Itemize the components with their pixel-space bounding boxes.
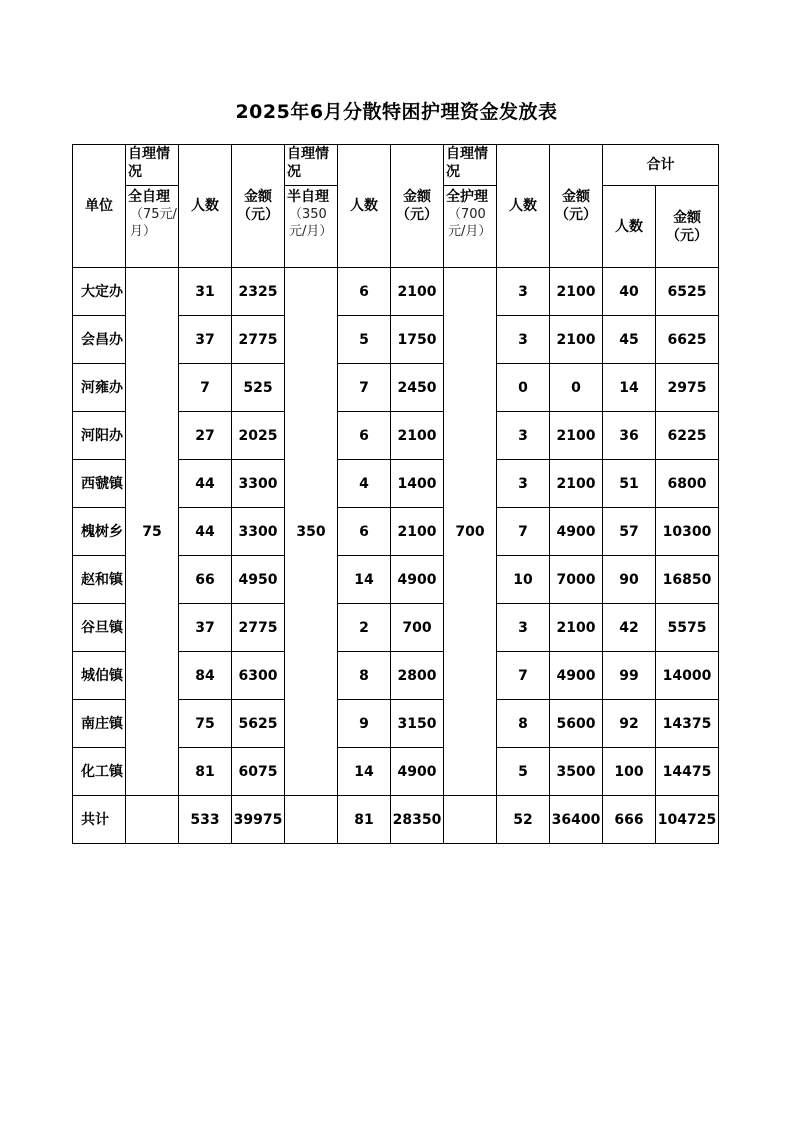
- half-self-amount: 2100: [391, 268, 444, 316]
- unit-name: 谷旦镇: [73, 604, 126, 652]
- table-body: [73, 268, 719, 844]
- sum-amount: 16850: [656, 556, 719, 604]
- total-sum-amount: 104725: [656, 796, 719, 844]
- header-self-care-2: 自理情况: [285, 145, 338, 186]
- full-care-amount: 3500: [550, 748, 603, 796]
- full-self-amount: 6300: [232, 652, 285, 700]
- header-total: 合计: [603, 145, 719, 186]
- half-self-amount: 2450: [391, 364, 444, 412]
- total-row: [73, 796, 719, 844]
- full-self-count: 44: [179, 508, 232, 556]
- full-care-amount: 2100: [550, 460, 603, 508]
- half-self-count: 5: [338, 316, 391, 364]
- full-care-amount: 7000: [550, 556, 603, 604]
- full-self-amount: 525: [232, 364, 285, 412]
- full-self-count: 66: [179, 556, 232, 604]
- header-full-care: [444, 186, 497, 268]
- full-care-count: 3: [497, 460, 550, 508]
- header-count-2: 人数: [338, 145, 391, 268]
- sum-count: 92: [603, 700, 656, 748]
- full-care-amount: 4900: [550, 652, 603, 700]
- header-unit: 单位: [73, 145, 126, 268]
- half-self-amount: 700: [391, 604, 444, 652]
- full-self-amount: 2325: [232, 268, 285, 316]
- half-self-amount: 2800: [391, 652, 444, 700]
- full-care-amount: 5600: [550, 700, 603, 748]
- full-self-count: 44: [179, 460, 232, 508]
- unit-name: 西虢镇: [73, 460, 126, 508]
- half-self-amount: 1750: [391, 316, 444, 364]
- sum-amount: 2975: [656, 364, 719, 412]
- half-self-amount: 4900: [391, 748, 444, 796]
- table-row: [73, 268, 719, 316]
- sum-amount: 14375: [656, 700, 719, 748]
- half-self-count: 4: [338, 460, 391, 508]
- sum-count: 51: [603, 460, 656, 508]
- sum-amount: 6525: [656, 268, 719, 316]
- half-self-amount: 4900: [391, 556, 444, 604]
- total-full-care-count: 52: [497, 796, 550, 844]
- full-care-count: 3: [497, 316, 550, 364]
- total-half-self-count: 81: [338, 796, 391, 844]
- sum-count: 57: [603, 508, 656, 556]
- full-care-count: 5: [497, 748, 550, 796]
- unit-name: 会昌办: [73, 316, 126, 364]
- total-sum-count: 666: [603, 796, 656, 844]
- sum-amount: 6225: [656, 412, 719, 460]
- half-self-rate: 350: [285, 268, 338, 796]
- total-half-self-amount: 28350: [391, 796, 444, 844]
- header-full-care-label: 全护理: [446, 189, 488, 205]
- sum-amount: 5575: [656, 604, 719, 652]
- full-self-amount: 5625: [232, 700, 285, 748]
- half-self-count: 6: [338, 508, 391, 556]
- full-self-amount: 3300: [232, 460, 285, 508]
- total-full-self-amount: 39975: [232, 796, 285, 844]
- sum-count: 90: [603, 556, 656, 604]
- sum-count: 100: [603, 748, 656, 796]
- full-self-count: 31: [179, 268, 232, 316]
- header-self-care-3: 自理情况: [444, 145, 497, 186]
- total-cell-empty: [126, 796, 179, 844]
- half-self-count: 14: [338, 748, 391, 796]
- header-full-care-std: （700元/月）: [448, 207, 492, 239]
- full-self-count: 81: [179, 748, 232, 796]
- sum-count: 99: [603, 652, 656, 700]
- half-self-amount: 1400: [391, 460, 444, 508]
- full-care-count: 7: [497, 652, 550, 700]
- full-self-rate: 75: [126, 268, 179, 796]
- full-self-amount: 2775: [232, 604, 285, 652]
- full-care-amount: 2100: [550, 268, 603, 316]
- full-self-count: 37: [179, 604, 232, 652]
- full-care-amount: 2100: [550, 412, 603, 460]
- half-self-count: 9: [338, 700, 391, 748]
- half-self-amount: 3150: [391, 700, 444, 748]
- full-care-amount: 4900: [550, 508, 603, 556]
- allowance-table: [72, 144, 719, 844]
- full-care-count: 7: [497, 508, 550, 556]
- full-care-amount: 0: [550, 364, 603, 412]
- full-self-amount: 4950: [232, 556, 285, 604]
- sum-amount: 6625: [656, 316, 719, 364]
- full-self-count: 84: [179, 652, 232, 700]
- header-row-1: [73, 145, 719, 186]
- sum-amount: 14475: [656, 748, 719, 796]
- half-self-amount: 2100: [391, 412, 444, 460]
- unit-name: 河阳办: [73, 412, 126, 460]
- sum-count: 36: [603, 412, 656, 460]
- full-self-count: 27: [179, 412, 232, 460]
- half-self-count: 14: [338, 556, 391, 604]
- half-self-count: 7: [338, 364, 391, 412]
- half-self-count: 6: [338, 268, 391, 316]
- header-count-1: 人数: [179, 145, 232, 268]
- header-self-care-1: 自理情况: [126, 145, 179, 186]
- header-full-self-label: 全自理: [128, 189, 170, 205]
- header-amount-2: 金额（元）: [391, 145, 444, 268]
- header-amount-3: 金额（元）: [550, 145, 603, 268]
- full-care-count: 3: [497, 604, 550, 652]
- unit-name: 南庄镇: [73, 700, 126, 748]
- page-title: 2025年6月分散特困护理资金发放表: [235, 101, 558, 123]
- full-self-amount: 3300: [232, 508, 285, 556]
- unit-name: 大定办: [73, 268, 126, 316]
- header-full-self: [126, 186, 179, 268]
- sum-amount: 6800: [656, 460, 719, 508]
- full-care-count: 3: [497, 412, 550, 460]
- full-care-amount: 2100: [550, 316, 603, 364]
- sum-amount: 10300: [656, 508, 719, 556]
- full-care-count: 0: [497, 364, 550, 412]
- full-care-rate: 700: [444, 268, 497, 796]
- total-full-care-amount: 36400: [550, 796, 603, 844]
- unit-name: 槐树乡: [73, 508, 126, 556]
- unit-name: 赵和镇: [73, 556, 126, 604]
- full-self-count: 7: [179, 364, 232, 412]
- header-half-self: [285, 186, 338, 268]
- total-cell-empty: [444, 796, 497, 844]
- half-self-count: 6: [338, 412, 391, 460]
- header-amount-1: 金额（元）: [232, 145, 285, 268]
- full-care-count: 8: [497, 700, 550, 748]
- full-self-count: 37: [179, 316, 232, 364]
- half-self-amount: 2100: [391, 508, 444, 556]
- full-self-amount: 2775: [232, 316, 285, 364]
- full-care-count: 10: [497, 556, 550, 604]
- half-self-count: 2: [338, 604, 391, 652]
- header-half-self-std: （350元/月）: [289, 207, 333, 239]
- header-total-amount: 金额（元）: [656, 186, 719, 268]
- full-care-count: 3: [497, 268, 550, 316]
- header-total-count: 人数: [603, 186, 656, 268]
- full-self-amount: 6075: [232, 748, 285, 796]
- full-care-amount: 2100: [550, 604, 603, 652]
- unit-name: 化工镇: [73, 748, 126, 796]
- sum-count: 40: [603, 268, 656, 316]
- sum-count: 42: [603, 604, 656, 652]
- unit-name: 城伯镇: [73, 652, 126, 700]
- total-label: 共计: [73, 796, 126, 844]
- header-full-self-std: （75元/月）: [130, 207, 177, 239]
- full-self-count: 75: [179, 700, 232, 748]
- sum-count: 14: [603, 364, 656, 412]
- header-count-3: 人数: [497, 145, 550, 268]
- half-self-count: 8: [338, 652, 391, 700]
- sum-amount: 14000: [656, 652, 719, 700]
- header-half-self-label: 半自理: [287, 189, 329, 205]
- sum-count: 45: [603, 316, 656, 364]
- total-full-self-count: 533: [179, 796, 232, 844]
- total-cell-empty: [285, 796, 338, 844]
- unit-name: 河雍办: [73, 364, 126, 412]
- full-self-amount: 2025: [232, 412, 285, 460]
